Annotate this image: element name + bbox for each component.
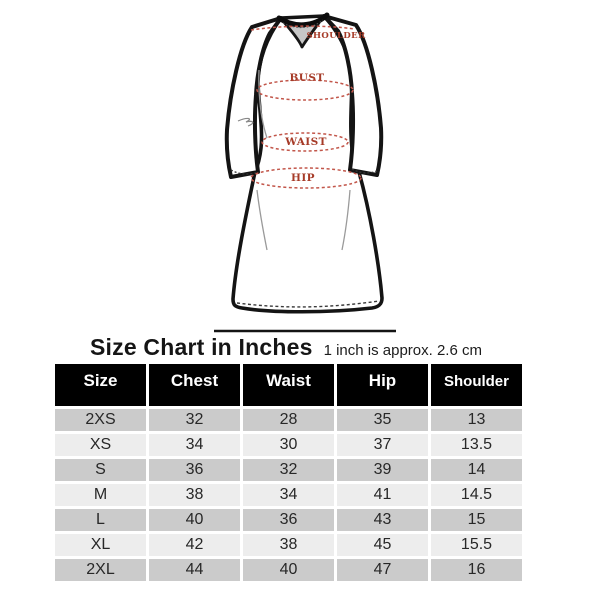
page-title: Size Chart in Inches <box>90 334 313 360</box>
chest-cell: 42 <box>149 534 240 556</box>
size-cell: M <box>55 484 146 506</box>
waist-cell: 36 <box>243 509 334 531</box>
shoulder-cell: 13 <box>431 409 522 431</box>
shoulder-cell: 15 <box>431 509 522 531</box>
table-header-cell: Shoulder <box>431 364 522 406</box>
chest-cell: 44 <box>149 559 240 581</box>
shoulder-cell: 13.5 <box>431 434 522 456</box>
size-cell: 2XS <box>55 409 146 431</box>
size-cell: XL <box>55 534 146 556</box>
waist-cell: 28 <box>243 409 334 431</box>
hip-cell: 37 <box>337 434 428 456</box>
hip-cell: 43 <box>337 509 428 531</box>
waist-cell: 32 <box>243 459 334 481</box>
table-header-cell: Chest <box>149 364 240 406</box>
waist-label: WAIST <box>285 136 327 148</box>
hip-cell: 41 <box>337 484 428 506</box>
shoulder-cell: 14 <box>431 459 522 481</box>
waist-cell: 38 <box>243 534 334 556</box>
table-header-cell: Waist <box>243 364 334 406</box>
waist-cell: 34 <box>243 484 334 506</box>
hip-label: HIP <box>291 172 315 184</box>
size-cell: L <box>55 509 146 531</box>
shoulder-label: SHOULDER <box>306 31 366 41</box>
title-row <box>90 334 482 361</box>
chest-cell: 36 <box>149 459 240 481</box>
size-cell: S <box>55 459 146 481</box>
hip-cell: 47 <box>337 559 428 581</box>
waist-cell: 30 <box>243 434 334 456</box>
size-cell: XS <box>55 434 146 456</box>
chest-cell: 34 <box>149 434 240 456</box>
chest-cell: 38 <box>149 484 240 506</box>
shoulder-cell: 15.5 <box>431 534 522 556</box>
bust-label: BUST <box>289 72 325 84</box>
shoulder-cell: 16 <box>431 559 522 581</box>
conversion-note: 1 inch is approx. 2.6 cm <box>323 342 482 359</box>
hip-cell: 39 <box>337 459 428 481</box>
hip-cell: 35 <box>337 409 428 431</box>
chest-cell: 40 <box>149 509 240 531</box>
table-header-cell: Hip <box>337 364 428 406</box>
chest-cell: 32 <box>149 409 240 431</box>
table-header-cell: Size <box>55 364 146 406</box>
hip-cell: 45 <box>337 534 428 556</box>
waist-cell: 40 <box>243 559 334 581</box>
size-cell: 2XL <box>55 559 146 581</box>
size-table <box>55 364 522 581</box>
shoulder-cell: 14.5 <box>431 484 522 506</box>
